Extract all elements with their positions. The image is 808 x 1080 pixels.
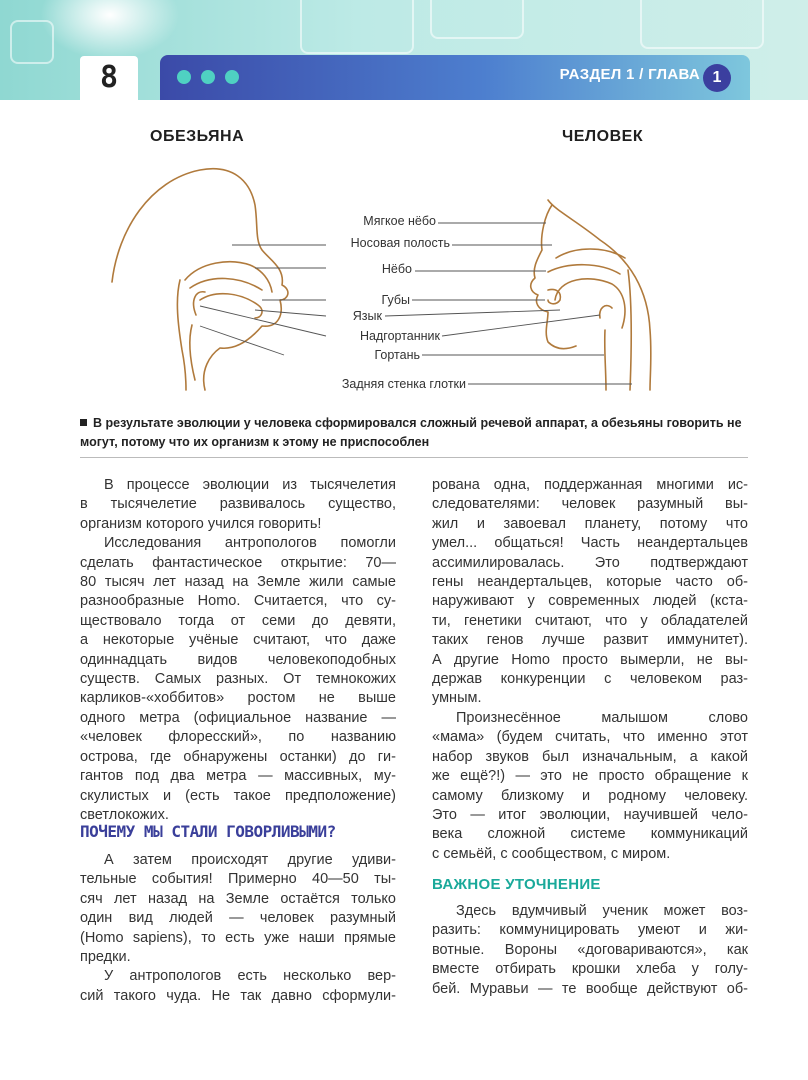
- text-line: Исследования антропологов помогли: [104, 535, 396, 552]
- ape-head-outline: [112, 169, 288, 300]
- paragraph: [80, 851, 396, 967]
- text-line: вместе отбирать крошки хлеба у голу-: [432, 961, 748, 978]
- banner-decor-tile: [640, 0, 764, 49]
- text-line: У антропологов есть несколько вер-: [104, 968, 396, 985]
- ape-larynx: [190, 325, 195, 380]
- text-line: бей. Муравьи — те вообще действуют об-: [432, 980, 748, 997]
- figure-title-human: ЧЕЛОВЕК: [562, 128, 644, 145]
- left-column-continued: [80, 851, 396, 1006]
- bullet-square-icon: [80, 419, 87, 426]
- text-line: рована одна, поддержанная многими ис-: [432, 477, 748, 493]
- text-line: «мама» (будем считать, что именно этот: [432, 729, 748, 746]
- human-palate: [548, 265, 620, 274]
- text-line: одиннадцать видов человекоподобных: [80, 651, 396, 668]
- banner-decor-tile: [10, 20, 54, 64]
- human-pharynx: [628, 270, 631, 390]
- text-line: сделать фантастическое открытие: 70—: [80, 554, 396, 571]
- ape-tongue: [200, 294, 262, 318]
- label-pharynx-wall: Задняя стенка глотки: [341, 377, 466, 391]
- text-line: ти, генетики считают, что у обладателей: [432, 612, 748, 629]
- text-line: ассимилировалась. Это подтверждают: [432, 554, 748, 571]
- label-larynx: Гортань: [374, 348, 420, 362]
- text-line: тельные события! Примерно 40—50 ты-: [80, 871, 396, 888]
- figure-caption: [80, 414, 748, 452]
- text-line: держав конкуренции с человеком раз-: [432, 671, 748, 688]
- text-line: умным.: [432, 690, 482, 707]
- text-line: гены неандертальцев, которые часто об-: [432, 574, 748, 591]
- dot-icon: [177, 70, 191, 84]
- caption-divider: [80, 457, 748, 458]
- leader-line: [200, 326, 284, 355]
- ape-jaw-outline: [204, 300, 282, 390]
- text-line: набор звуков был изначальным, а какой: [432, 748, 748, 765]
- left-column: [80, 476, 396, 825]
- figure-title-ape: ОБЕЗЬЯНА: [150, 128, 245, 145]
- text-line: светлокожих.: [80, 806, 169, 823]
- banner-glow: [40, 0, 180, 60]
- text-line: Произнесённое малышом слово: [456, 709, 748, 726]
- label-palate: Нёбо: [381, 262, 412, 276]
- paragraph: [432, 902, 748, 999]
- text-line: одного метра (официальное название —: [80, 709, 396, 726]
- page-number: 8: [99, 60, 119, 95]
- text-line: разнообразные Homo. Считается, что су-: [80, 593, 396, 610]
- text-line: самому близкому и родному человеку.: [432, 787, 748, 804]
- section-label: РАЗДЕЛ 1 / ГЛАВА: [559, 66, 700, 83]
- text-line: А затем происходят другие удиви-: [104, 852, 396, 868]
- text-line: следователями: человек разумный вы-: [432, 496, 748, 513]
- text-line: Это — итог эволюции, научившей чело-: [432, 806, 748, 823]
- text-line: гантов под два метра — массивных, му-: [80, 768, 396, 785]
- text-line: ществовало тогда от семи до девяти,: [80, 612, 396, 629]
- label-soft-palate: Мягкое нёбо: [363, 214, 436, 228]
- right-column-continued: [432, 902, 748, 999]
- label-lips: Губы: [381, 293, 410, 307]
- paragraph: [80, 476, 396, 534]
- leader-line: [442, 315, 600, 336]
- text-line: умел... общаться! Часть неандертальцев: [432, 535, 748, 552]
- ape-pharynx: [177, 280, 186, 390]
- text-line: с семьёй, с сообществом, с миром.: [432, 845, 671, 862]
- paragraph: [80, 534, 396, 825]
- paragraph: [80, 967, 396, 1006]
- text-line: острова, где обнаружены останки) до ги-: [80, 748, 396, 765]
- banner-decor-tile: [300, 0, 414, 54]
- text-line: Здесь вдумчивый ученик может воз-: [456, 903, 748, 919]
- text-line: скулистых и (есть такое предположение): [80, 787, 396, 804]
- paragraph: [432, 476, 748, 709]
- leader-line: [385, 310, 560, 316]
- figure-caption-text: В результате эволюции у человека сформировался сложный речевой аппарат, а обезьяны говорить не могут, потому что их организм к этому не приспособлен: [80, 416, 742, 449]
- ape-epiglottis: [194, 292, 205, 315]
- text-line: сий такого чуда. Не так давно сформули-: [80, 987, 396, 1004]
- label-epiglottis: Надгортанник: [360, 329, 440, 343]
- text-line: один вид людей — человек разумный: [80, 910, 396, 927]
- human-tongue: [555, 279, 625, 328]
- text-line: же ещё?!) — это не просто обращение к: [432, 768, 748, 785]
- text-line: (Homo sapiens), то есть уже наши прямые: [80, 929, 396, 946]
- text-line: а некоторые учёные считают, что даже: [80, 632, 396, 649]
- banner-decor-tile: [430, 0, 524, 39]
- text-line: наруживают у современных людей (кста-: [432, 593, 748, 610]
- text-line: 80 тысяч лет назад на Земле жили самые: [80, 574, 396, 591]
- chapter-number-badge: 1: [703, 64, 731, 92]
- human-epiglottis: [600, 306, 612, 318]
- text-line: карликов-«хоббитов» ростом не выше: [80, 690, 396, 707]
- dot-icon: [225, 70, 239, 84]
- human-larynx: [605, 330, 606, 390]
- paragraph: [432, 709, 748, 864]
- subheading-important-note: ВАЖНОЕ УТОЧНЕНИЕ: [432, 876, 601, 893]
- human-head-outline: [531, 205, 576, 349]
- leader-line: [255, 310, 326, 316]
- text-line: организм которого учился говорить!: [80, 515, 322, 532]
- human-head-back: [548, 200, 651, 390]
- text-line: в тысячелетие развивалось существо,: [80, 496, 396, 513]
- text-line: таких генов лучше развит иммунитет).: [432, 632, 748, 649]
- text-line: разить: коммуницировать умеют и жи-: [432, 922, 748, 939]
- human-lips: [548, 289, 560, 303]
- right-column: [432, 476, 748, 864]
- text-line: А другие Homo просто вымерли, не вы-: [432, 651, 748, 668]
- text-line: существ. Самых разных. От темнокожих: [80, 671, 396, 688]
- text-line: жил и завоевал планету, потому что: [432, 515, 748, 532]
- text-line: вотные. Вороны «договариваются», как: [432, 941, 748, 958]
- text-line: «человек флоресский», по названию: [80, 729, 396, 746]
- label-nasal-cavity: Носовая полость: [350, 236, 450, 250]
- dot-icon: [201, 70, 215, 84]
- text-line: предки.: [80, 949, 131, 966]
- text-line: века сложной системе коммуникаций: [432, 826, 748, 843]
- text-line: В процессе эволюции из тысячелетия: [104, 477, 396, 493]
- label-tongue: Язык: [352, 309, 382, 323]
- subheading-why-talkative: ПОЧЕМУ МЫ СТАЛИ ГОВОРЛИВЫМИ?: [80, 822, 336, 841]
- text-line: сяч лет назад на Земле остаётся только: [80, 890, 396, 907]
- ape-palate: [190, 278, 262, 290]
